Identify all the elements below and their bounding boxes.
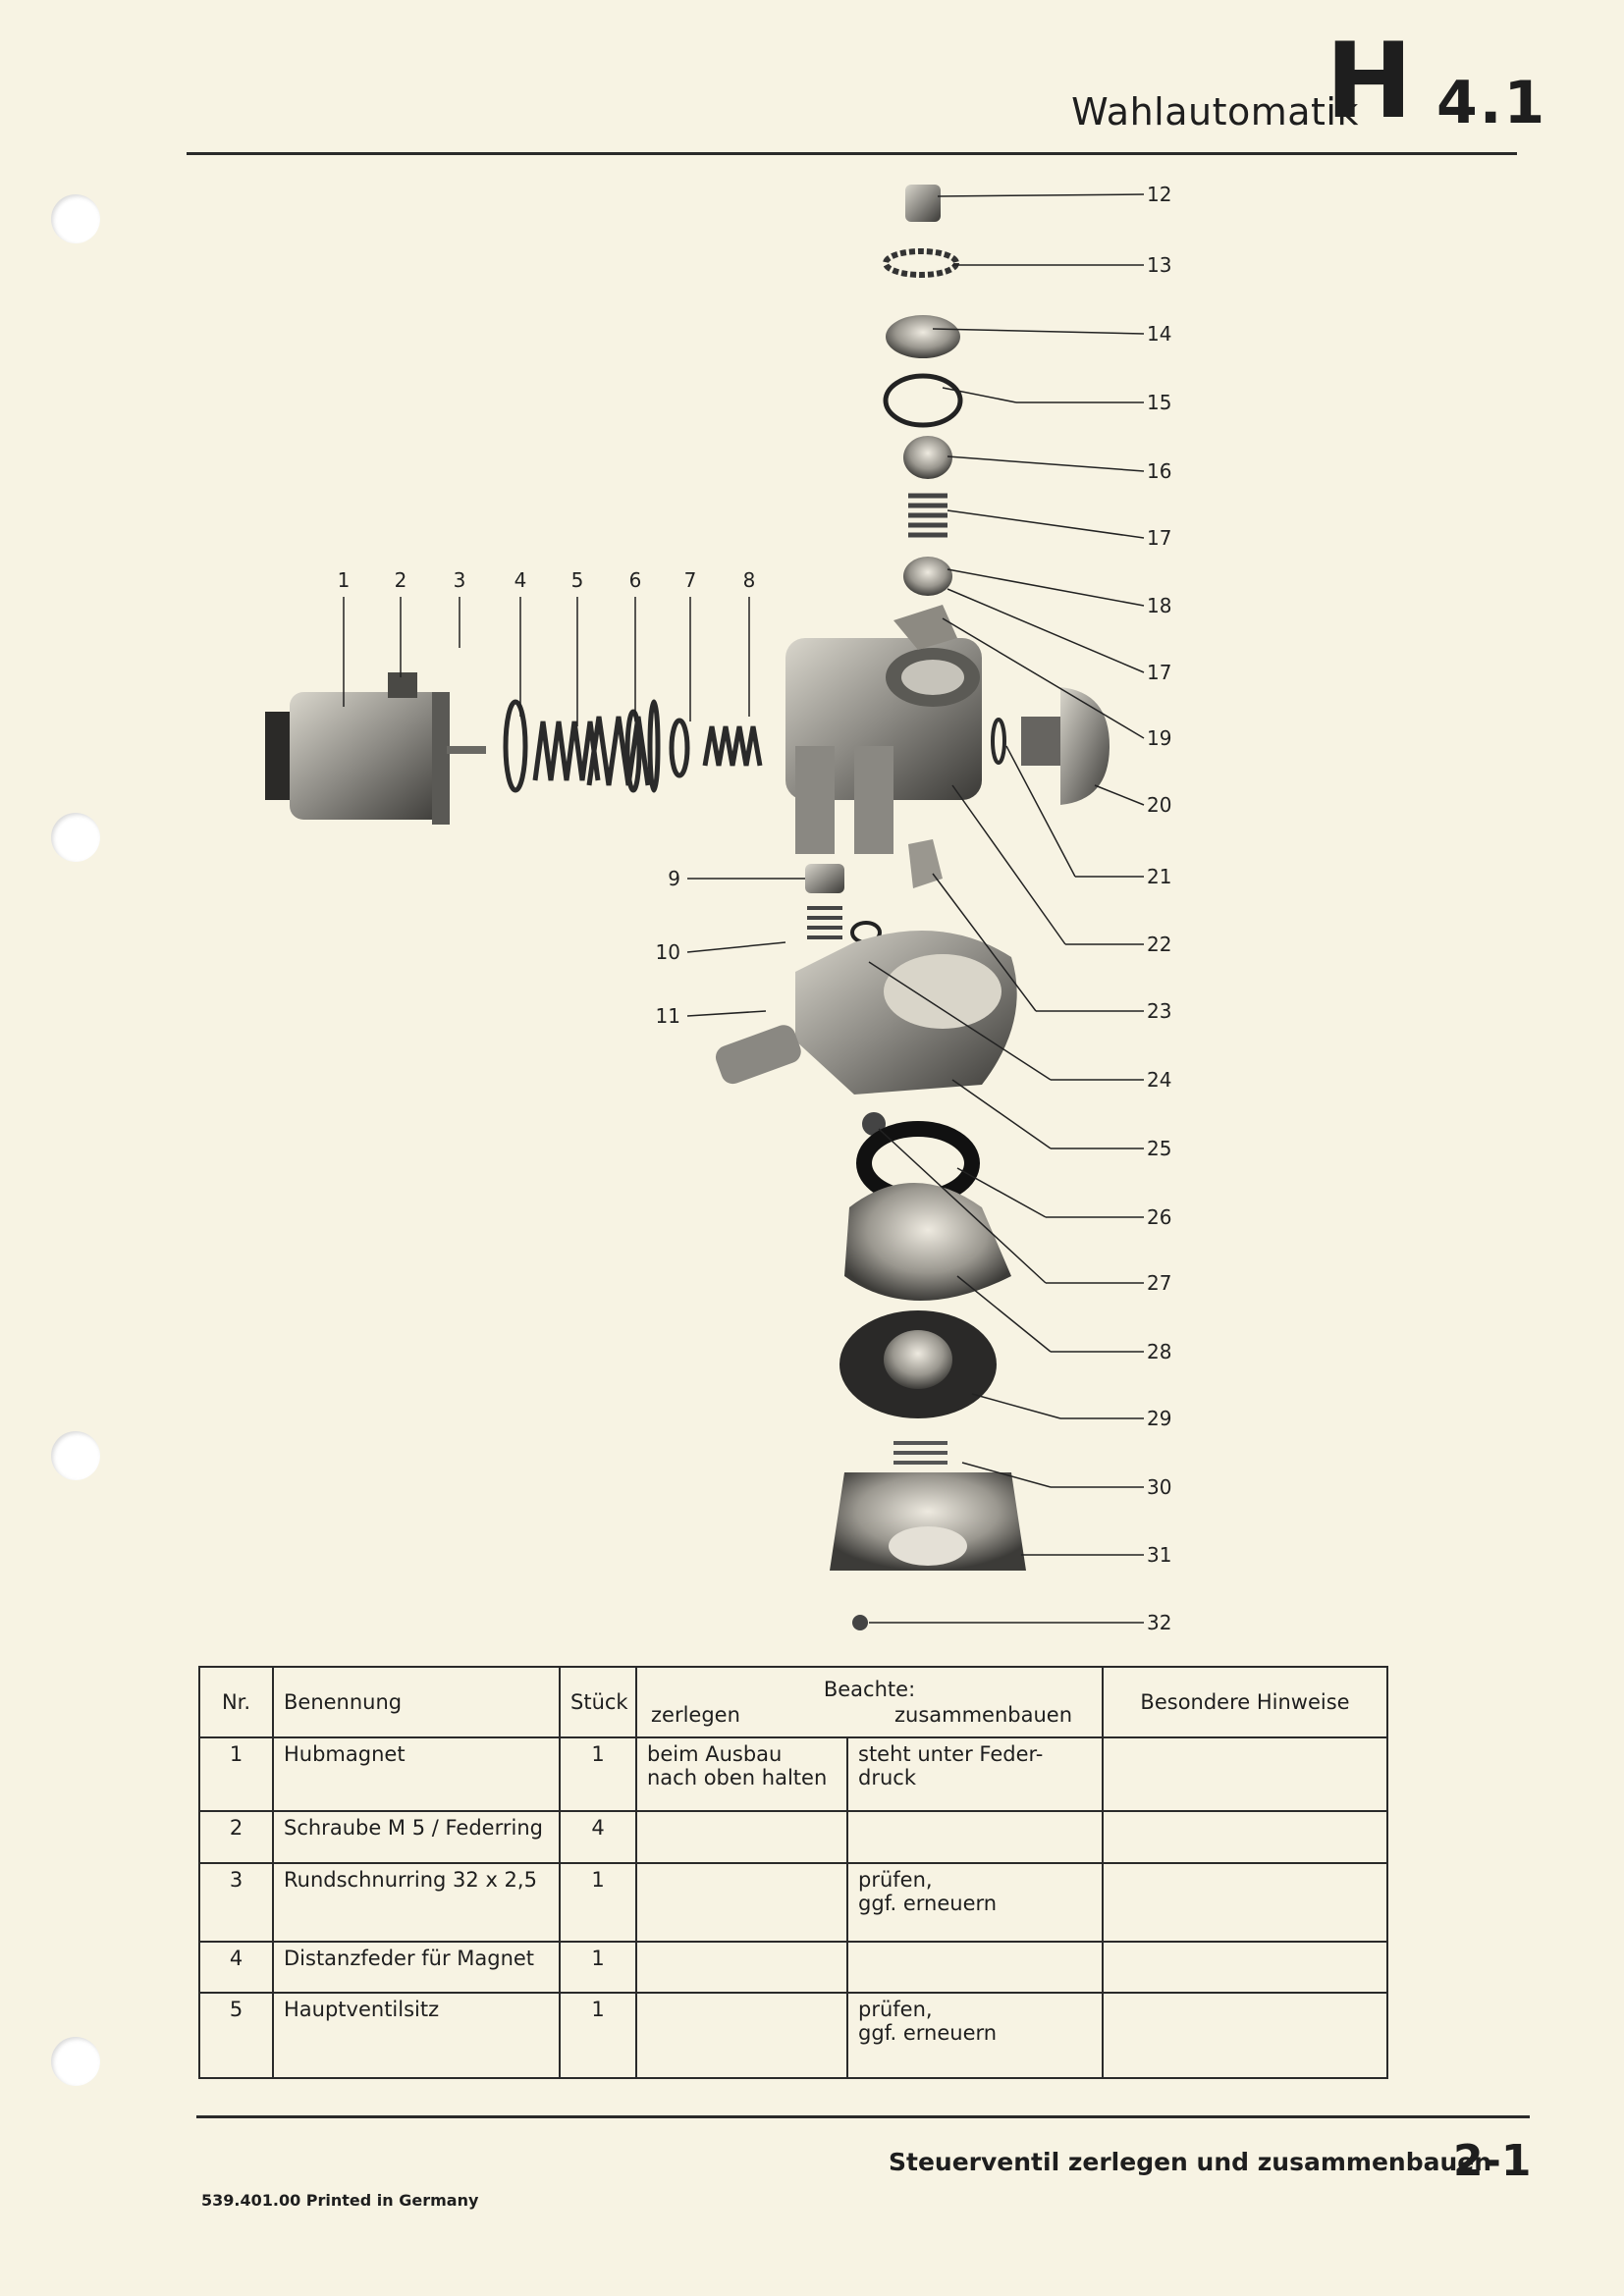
callout-label: 31 xyxy=(1147,1543,1172,1567)
cell-name: Hauptventilsitz xyxy=(273,1993,560,2078)
cell-assemble xyxy=(847,1863,1103,1942)
cell-qty: 1 xyxy=(560,1863,636,1942)
note-line: ggf. erneuern xyxy=(858,2021,998,2045)
header-title: Wahlautomatik xyxy=(1071,90,1359,133)
callout-label: 24 xyxy=(1147,1068,1172,1092)
note-line: prüfen, xyxy=(858,1868,933,1892)
cell-assemble xyxy=(847,1811,1103,1863)
callout-lines xyxy=(344,194,1144,1623)
cell-nr: 3 xyxy=(199,1863,273,1942)
solenoid-part xyxy=(265,672,486,825)
callout-label: 5 xyxy=(570,568,584,592)
cell-assemble xyxy=(847,1942,1103,1993)
header-note-title: Beachte: xyxy=(823,1678,916,1701)
table-row xyxy=(199,1811,1387,1863)
cell-disassemble xyxy=(636,1737,847,1811)
callouts-top xyxy=(338,568,756,592)
callout-label: 15 xyxy=(1147,391,1172,414)
header-remarks: Besondere Hinweise xyxy=(1103,1667,1387,1737)
callout-label: 1 xyxy=(337,568,351,592)
callout-label: 3 xyxy=(453,568,466,592)
callout-label: 11 xyxy=(655,1004,680,1028)
cell-qty: 4 xyxy=(560,1811,636,1863)
cell-name: Schraube M 5 / Federring xyxy=(273,1811,560,1863)
callouts-right xyxy=(1147,183,1171,1634)
page-number: 2-1 xyxy=(1453,2136,1532,2186)
cell-nr: 2 xyxy=(199,1811,273,1863)
header-name: Benennung xyxy=(273,1667,560,1737)
callout-label: 17 xyxy=(1147,661,1172,684)
note-line: beim Ausbau xyxy=(647,1742,783,1766)
footer-rule xyxy=(196,2115,1530,2118)
parts-table xyxy=(198,1666,1388,2079)
header-note xyxy=(636,1667,1103,1737)
side-cap-part xyxy=(993,687,1110,805)
callout-label: 27 xyxy=(1147,1271,1172,1295)
section-number: 4.1 xyxy=(1436,69,1547,137)
callout-label: 17 xyxy=(1147,526,1172,550)
header-qty: Stück xyxy=(560,1667,636,1737)
callout-label: 22 xyxy=(1147,933,1172,956)
callout-label: 13 xyxy=(1147,253,1172,277)
cell-remarks xyxy=(1103,1737,1387,1811)
cell-assemble xyxy=(847,1993,1103,2078)
callout-label: 10 xyxy=(655,940,680,964)
cell-qty: 1 xyxy=(560,1942,636,1993)
callout-label: 14 xyxy=(1147,322,1172,346)
table-row xyxy=(199,1942,1387,1993)
cell-name: Rundschnurring 32 x 2,5 xyxy=(273,1863,560,1942)
cell-assemble xyxy=(847,1737,1103,1811)
note-line: steht unter Feder- xyxy=(858,1742,1044,1766)
springs-rings-part xyxy=(506,702,760,790)
vertical-stack-top xyxy=(886,185,960,650)
header-nr: Nr. xyxy=(199,1667,273,1737)
callout-label: 7 xyxy=(683,568,697,592)
header-disassemble: zerlegen xyxy=(651,1703,740,1727)
cell-nr: 5 xyxy=(199,1993,273,2078)
cell-remarks xyxy=(1103,1863,1387,1942)
callout-label: 23 xyxy=(1147,999,1172,1023)
callout-label: 9 xyxy=(668,867,680,890)
callouts-left xyxy=(656,867,680,1028)
print-note: 539.401.00 Printed in Germany xyxy=(201,2191,479,2210)
callout-label: 28 xyxy=(1147,1340,1172,1363)
header-assemble: zusammenbauen xyxy=(893,1703,1073,1727)
callout-label: 19 xyxy=(1147,726,1172,750)
callout-label: 32 xyxy=(1147,1611,1172,1634)
cell-qty: 1 xyxy=(560,1993,636,2078)
cell-remarks xyxy=(1103,1993,1387,2078)
callout-label: 4 xyxy=(514,568,527,592)
table-row xyxy=(199,1993,1387,2078)
cell-disassemble xyxy=(636,1993,847,2078)
callout-label: 26 xyxy=(1147,1205,1172,1229)
cell-qty: 1 xyxy=(560,1737,636,1811)
section-letter: H xyxy=(1326,21,1413,141)
table-row xyxy=(199,1737,1387,1811)
callout-label: 30 xyxy=(1147,1475,1172,1499)
callout-label: 6 xyxy=(628,568,642,592)
callout-label: 20 xyxy=(1147,793,1172,817)
table-row xyxy=(199,1863,1387,1942)
footer-title: Steuerventil zerlegen und zusammenbauen xyxy=(889,2148,1492,2176)
callout-label: 8 xyxy=(742,568,756,592)
note-line: druck xyxy=(858,1766,916,1789)
callout-label: 16 xyxy=(1147,459,1172,483)
table-header-row xyxy=(199,1667,1387,1737)
cell-remarks xyxy=(1103,1942,1387,1993)
valve-body-part xyxy=(785,638,982,854)
punch-hole-4 xyxy=(51,2037,100,2086)
cell-disassemble xyxy=(636,1811,847,1863)
small-valve-parts xyxy=(805,839,943,942)
note-line: nach oben halten xyxy=(647,1766,828,1789)
cell-nr: 4 xyxy=(199,1942,273,1993)
cell-name: Hubmagnet xyxy=(273,1737,560,1811)
cell-disassemble xyxy=(636,1863,847,1942)
note-line: ggf. erneuern xyxy=(858,1892,998,1915)
cell-disassemble xyxy=(636,1942,847,1993)
callout-label: 25 xyxy=(1147,1137,1172,1160)
callout-label: 12 xyxy=(1147,183,1172,206)
note-line: prüfen, xyxy=(858,1998,933,2021)
callout-label: 29 xyxy=(1147,1407,1172,1430)
callout-label: 21 xyxy=(1147,865,1172,888)
cover-housing-part xyxy=(713,931,1017,1095)
cell-name: Distanzfeder für Magnet xyxy=(273,1942,560,1993)
callout-label: 2 xyxy=(394,568,407,592)
callout-label: 18 xyxy=(1147,594,1172,617)
cell-nr: 1 xyxy=(199,1737,273,1811)
cell-remarks xyxy=(1103,1811,1387,1863)
